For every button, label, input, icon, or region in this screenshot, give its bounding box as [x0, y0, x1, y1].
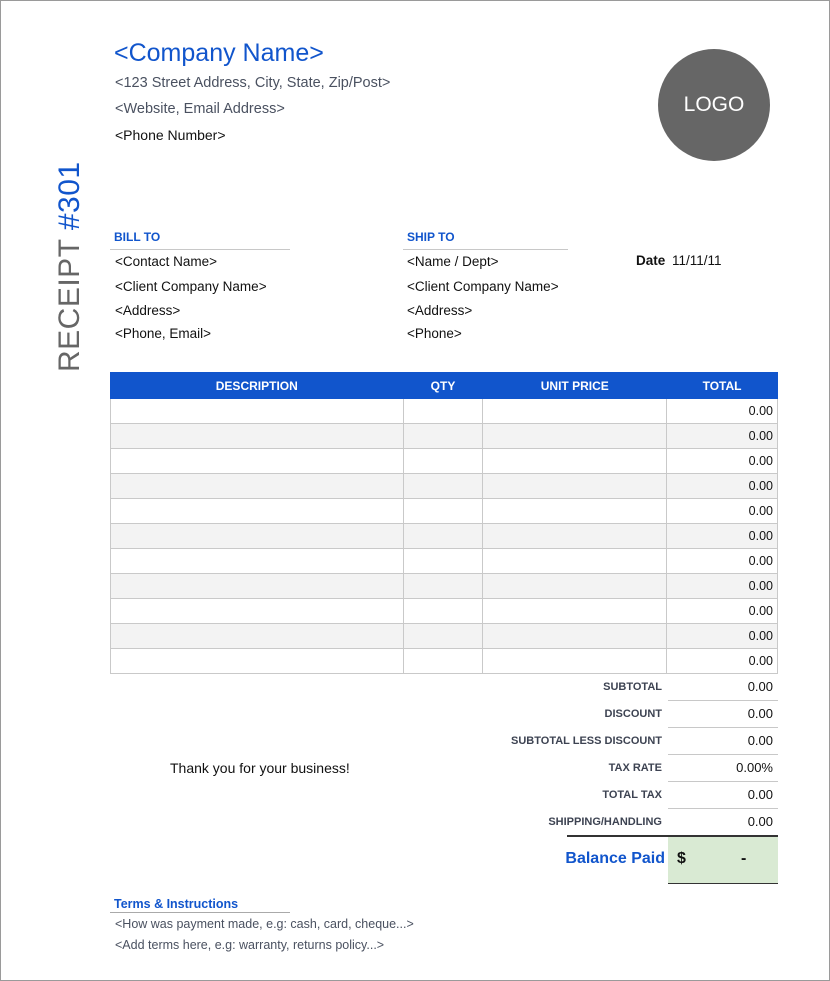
terms-heading: Terms & Instructions	[114, 897, 239, 911]
table-row	[111, 599, 778, 624]
table-row	[111, 649, 778, 674]
discount-label: DISCOUNT	[604, 708, 662, 720]
col-header-description: DESCRIPTION	[111, 373, 404, 399]
cell-total[interactable]: 0.00	[667, 399, 778, 424]
terms-policy-line: <Add terms here, e.g: warranty, returns policy...>	[115, 938, 385, 952]
cell-unit-price[interactable]	[483, 449, 667, 474]
cell-total[interactable]: 0.00	[667, 649, 778, 674]
table-row	[111, 524, 778, 549]
cell-qty[interactable]	[403, 424, 483, 449]
cell-unit-price[interactable]	[483, 599, 667, 624]
receipt-label: RECEIPT	[53, 239, 86, 372]
cell-qty[interactable]	[403, 524, 483, 549]
cell-total[interactable]: 0.00	[667, 524, 778, 549]
cell-unit-price[interactable]	[483, 474, 667, 499]
terms-payment-line: <How was payment made, e.g: cash, card, cheque...>	[115, 917, 414, 931]
balance-paid-value[interactable]: -	[741, 850, 747, 867]
table-row	[111, 624, 778, 649]
col-header-qty: QTY	[403, 373, 483, 399]
shipping-handling-label: SHIPPING/HANDLING	[548, 816, 662, 828]
terms-divider	[110, 912, 290, 913]
cell-description[interactable]	[111, 424, 404, 449]
table-row	[111, 574, 778, 599]
thank-you-message: Thank you for your business!	[170, 760, 350, 776]
cell-description[interactable]	[111, 649, 404, 674]
col-header-unit-price: UNIT PRICE	[483, 373, 667, 399]
total-tax-value[interactable]: 0.00	[747, 787, 773, 802]
discount-value[interactable]: 0.00	[747, 706, 773, 721]
cell-description[interactable]	[111, 499, 404, 524]
bill-to-contact: <Contact Name>	[115, 254, 218, 269]
cell-description[interactable]	[111, 524, 404, 549]
bill-to-divider	[110, 249, 290, 250]
date-label: Date	[636, 253, 666, 268]
tax-rate-divider	[668, 781, 778, 782]
cell-total[interactable]: 0.00	[667, 474, 778, 499]
ship-to-divider	[403, 249, 568, 250]
cell-description[interactable]	[111, 399, 404, 424]
cell-qty[interactable]	[403, 474, 483, 499]
total-tax-divider	[668, 808, 778, 809]
cell-total[interactable]: 0.00	[667, 574, 778, 599]
tax-rate-label: TAX RATE	[608, 762, 662, 774]
bill-to-phone-email: <Phone, Email>	[115, 326, 212, 341]
table-row	[111, 499, 778, 524]
balance-paid-label: Balance Paid	[565, 850, 665, 867]
cell-qty[interactable]	[403, 449, 483, 474]
cell-total[interactable]: 0.00	[667, 599, 778, 624]
company-web-email: <Website, Email Address>	[115, 101, 285, 117]
cell-description[interactable]	[111, 624, 404, 649]
cell-description[interactable]	[111, 474, 404, 499]
ship-to-name-dept: <Name / Dept>	[407, 254, 499, 269]
cell-total[interactable]: 0.00	[667, 449, 778, 474]
cell-total[interactable]: 0.00	[667, 624, 778, 649]
cell-unit-price[interactable]	[483, 499, 667, 524]
ship-to-heading: SHIP TO	[407, 230, 455, 244]
cell-total[interactable]: 0.00	[667, 499, 778, 524]
cell-unit-price[interactable]	[483, 574, 667, 599]
total-tax-label: TOTAL TAX	[602, 789, 662, 801]
subtotal-less-discount-divider	[668, 754, 778, 755]
date-value: 11/11/11	[672, 253, 722, 268]
table-row	[111, 449, 778, 474]
discount-divider	[668, 727, 778, 728]
subtotal-divider	[668, 700, 778, 701]
cell-unit-price[interactable]	[483, 399, 667, 424]
balance-bottom-rule	[668, 883, 778, 884]
company-address: <123 Street Address, City, State, Zip/Post>	[115, 75, 391, 91]
items-table	[110, 372, 778, 674]
bill-to-address: <Address>	[115, 303, 181, 318]
receipt-title	[50, 161, 90, 372]
table-row	[111, 399, 778, 424]
cell-total[interactable]: 0.00	[667, 424, 778, 449]
logo-text: LOGO	[683, 93, 745, 116]
receipt-number: #301	[53, 161, 86, 231]
subtotal-less-discount-value[interactable]: 0.00	[747, 733, 773, 748]
cell-unit-price[interactable]	[483, 524, 667, 549]
company-phone: <Phone Number>	[115, 127, 226, 143]
cell-unit-price[interactable]	[483, 649, 667, 674]
subtotal-label: SUBTOTAL	[603, 681, 662, 693]
cell-description[interactable]	[111, 449, 404, 474]
logo-placeholder	[658, 49, 770, 161]
bill-to-heading: BILL TO	[114, 230, 161, 244]
cell-qty[interactable]	[403, 574, 483, 599]
cell-qty[interactable]	[403, 499, 483, 524]
cell-total[interactable]: 0.00	[667, 549, 778, 574]
shipping-handling-value[interactable]: 0.00	[747, 814, 773, 829]
cell-unit-price[interactable]	[483, 549, 667, 574]
cell-qty[interactable]	[403, 599, 483, 624]
cell-qty[interactable]	[403, 399, 483, 424]
cell-unit-price[interactable]	[483, 624, 667, 649]
cell-qty[interactable]	[403, 649, 483, 674]
tax-rate-value[interactable]: 0.00%	[736, 760, 773, 775]
cell-unit-price[interactable]	[483, 424, 667, 449]
cell-description[interactable]	[111, 574, 404, 599]
ship-to-address: <Address>	[407, 303, 473, 318]
table-row	[111, 424, 778, 449]
subtotal-value[interactable]: 0.00	[747, 679, 773, 694]
subtotal-less-discount-label: SUBTOTAL LESS DISCOUNT	[511, 735, 662, 747]
ship-to-company: <Client Company Name>	[407, 279, 559, 294]
table-row	[111, 549, 778, 574]
ship-to-phone: <Phone>	[407, 326, 462, 341]
cell-description[interactable]	[111, 599, 404, 624]
company-name: <Company Name>	[114, 39, 324, 67]
balance-currency: $	[677, 850, 686, 867]
cell-qty[interactable]	[403, 624, 483, 649]
table-row	[111, 474, 778, 499]
items-header-row	[111, 373, 778, 399]
cell-qty[interactable]	[403, 549, 483, 574]
col-header-total: TOTAL	[667, 373, 778, 399]
bill-to-company: <Client Company Name>	[115, 279, 267, 294]
cell-description[interactable]	[111, 549, 404, 574]
